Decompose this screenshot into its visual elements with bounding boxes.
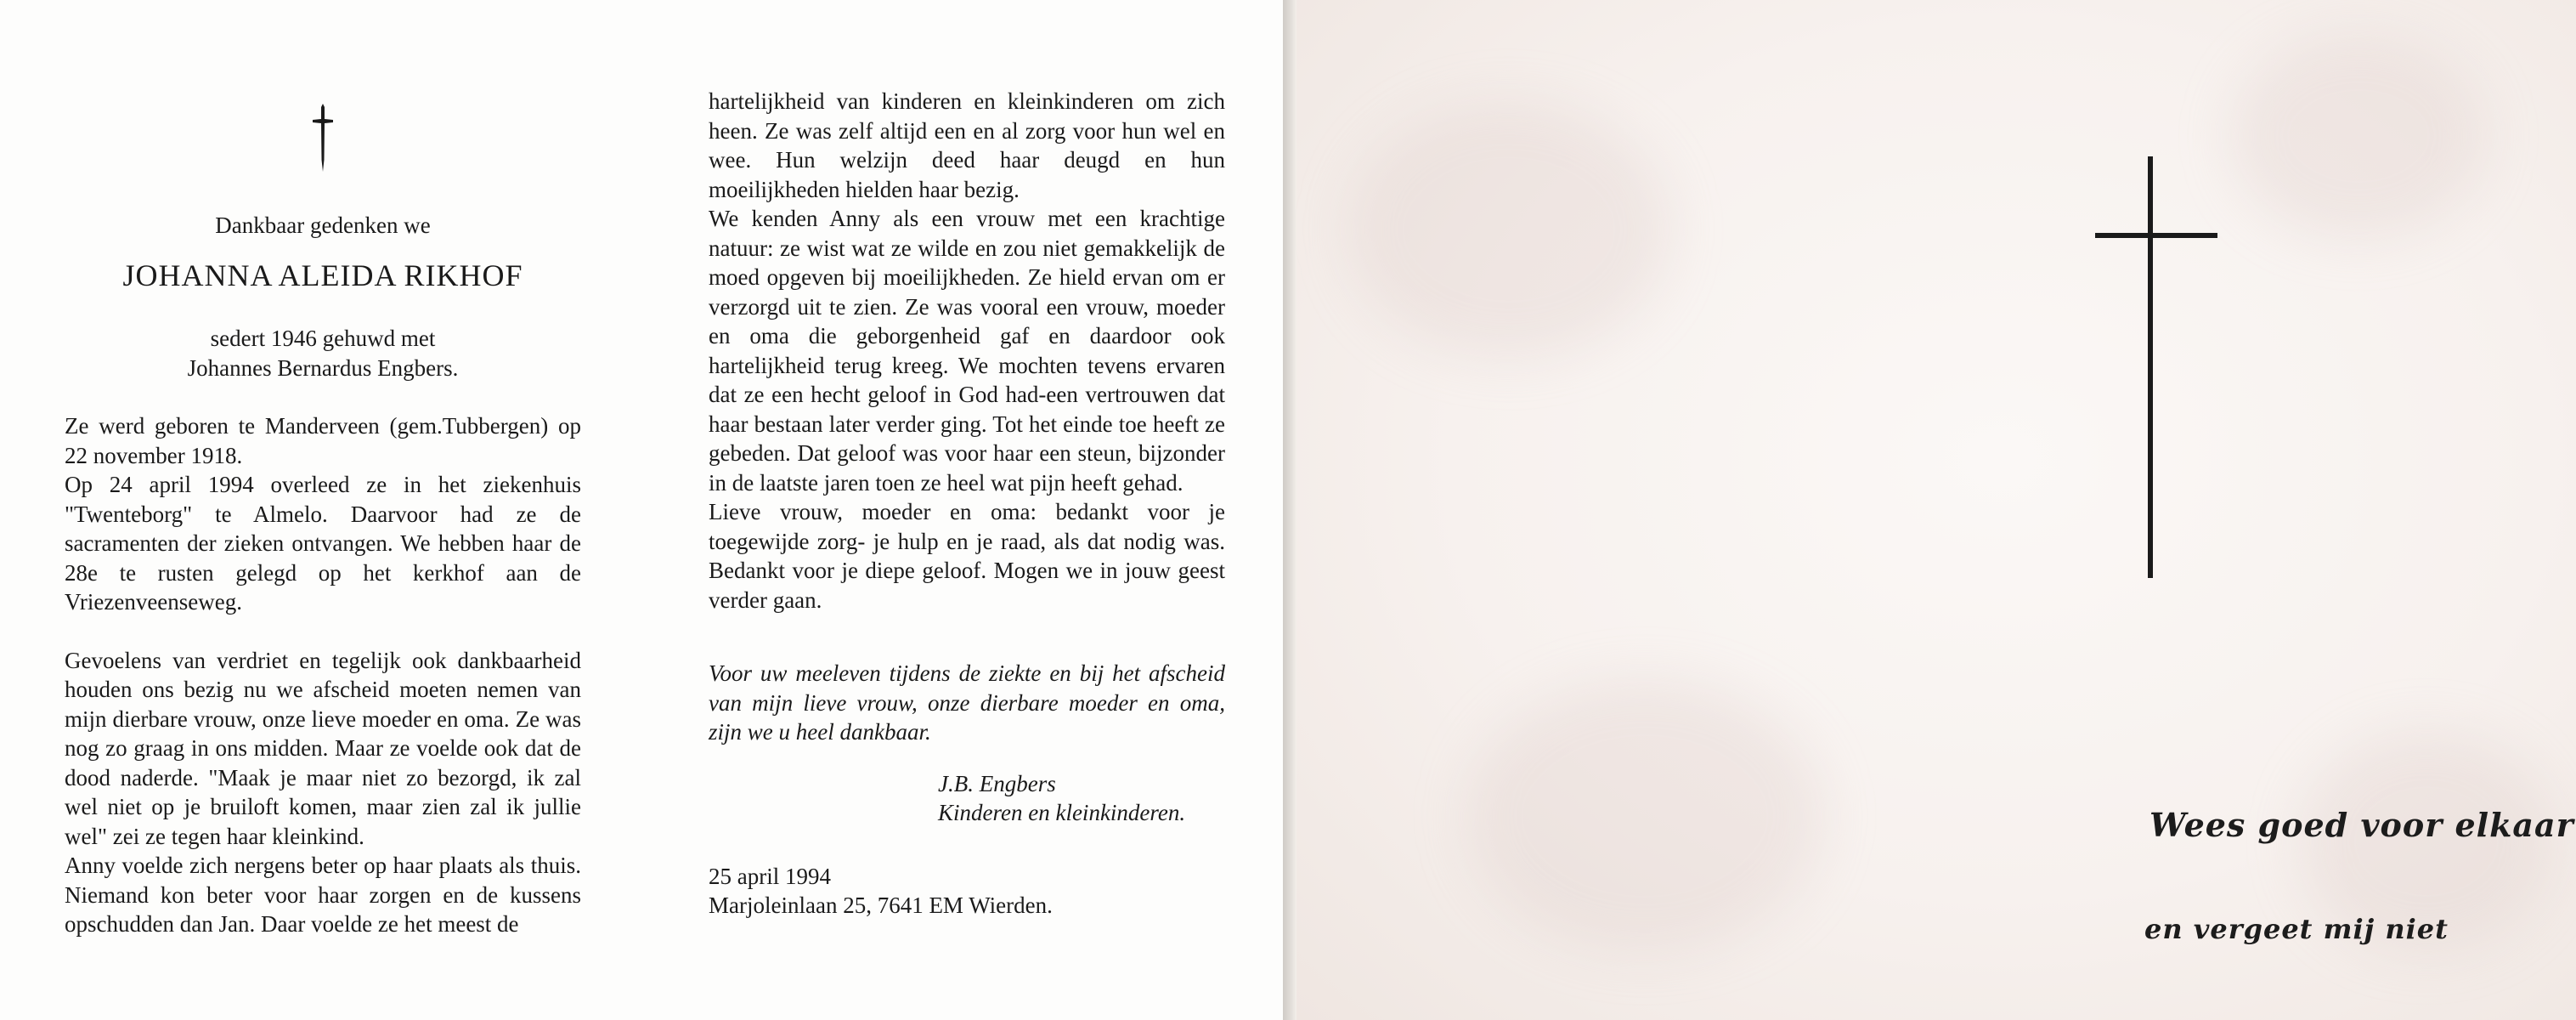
cover-text-line-2: en vergeet mij niet xyxy=(2144,913,2449,945)
address-text: Marjoleinlaan 25, 7641 EM Wierden. xyxy=(709,892,1053,918)
signature-family: Kinderen en kleinkinderen. xyxy=(938,800,1186,825)
paragraph-death: Op 24 april 1994 overleed ze in het ziekenhuis "Twenteborg" te Almelo. Daarvoor had ze de sacramenten der zieken ontvangen. We hebben haar de 28e te rusten gelegd op het kerkhof aan de Vriezenveenseweg. xyxy=(65,472,581,615)
small-cross-icon xyxy=(306,104,340,172)
paragraph-home: Anny voelde zich nergens beter op haar plaats als thuis. Niemand kon beter voor haar zorgen en de kussens opschudden dan Jan. Daar voelde ze het meest de xyxy=(65,853,581,937)
married-line-2: Johannes Bernardus Engbers. xyxy=(187,354,459,381)
signature xyxy=(938,769,1225,828)
cover-text-line-1: Wees goed voor elkaar xyxy=(2149,806,2574,844)
signature-name: J.B. Engbers xyxy=(938,770,1056,796)
footer xyxy=(709,862,1225,921)
paragraph-character: We kenden Anny als een vrouw met een krachtige natuur: ze wist wat ze wilde en zou niet gemakkelijk de moed opgeven bij moeilijkheden. Ze hield ervan om er verzorgd uit te zien. Ze was vooral een vrouw, moeder en oma die geborgenheid gaf en daardoor ook hartelijkheid terug kreeg. We mochten tevens ervaren dat ze een hecht geloof in God had-een vertrouwen dat haar bestaan later verder ging. Tot het einde toe heeft ze gebeden. Dat geloof was voor haar een steun, bijzonder in de laatste jaren toen ze heel wat pijn heeft gehad. xyxy=(709,206,1225,496)
right-column xyxy=(709,87,1225,921)
deceased-name: JOHANNA ALEIDA RIKHOF xyxy=(122,258,523,292)
left-column xyxy=(65,94,581,939)
date-text: 25 april 1994 xyxy=(709,863,831,889)
memorial-card-cover xyxy=(1296,0,2576,1020)
memorial-card-inner xyxy=(0,0,1283,1020)
thanks-text: Voor uw meeleven tijdens de ziekte en bij het afscheid van mijn lieve vrouw, onze dierbare moeder en oma, zijn we u heel dankbaar. xyxy=(709,660,1225,745)
paragraph-farewell: Lieve vrouw, moeder en oma: bedankt voor je toegewijde zorg- je hulp en je raad, als dat nodig was. Bedankt voor je diepe geloof. Mogen we in jouw geest verder gaan. xyxy=(709,499,1225,613)
paragraph-feelings: Gevoelens van verdriet en tegelijk ook dankbaarheid houden ons bezig nu we afscheid moeten nemen van mijn dierbare vrouw, onze lieve moeder en oma. Ze was nog zo graag in ons midden. Maar ze voelde ook dat de dood naderde. "Maak je maar niet zo bezorgd, ik zal wel niet op je bruiloft komen, maar zien zal ik jullie wel" zei ze tegen haar kleinkind. xyxy=(65,647,581,849)
married-line-1: sedert 1946 gehuwd met xyxy=(210,326,436,351)
intro-text: Dankbaar gedenken we xyxy=(215,212,431,238)
paragraph-birth: Ze werd geboren te Manderveen (gem.Tubbergen) op 22 november 1918. xyxy=(65,413,581,468)
paragraph-family: hartelijkheid van kinderen en kleinkinderen om zich heen. Ze was zelf altijd een en al zorg voor hun wel en wee. Hun welzijn deed haar deugd en hun moeilijkheden hielden haar bezig. xyxy=(709,88,1225,202)
large-cross-icon xyxy=(2095,156,2217,578)
married-info xyxy=(65,324,581,382)
card-fold xyxy=(1283,0,1296,1020)
